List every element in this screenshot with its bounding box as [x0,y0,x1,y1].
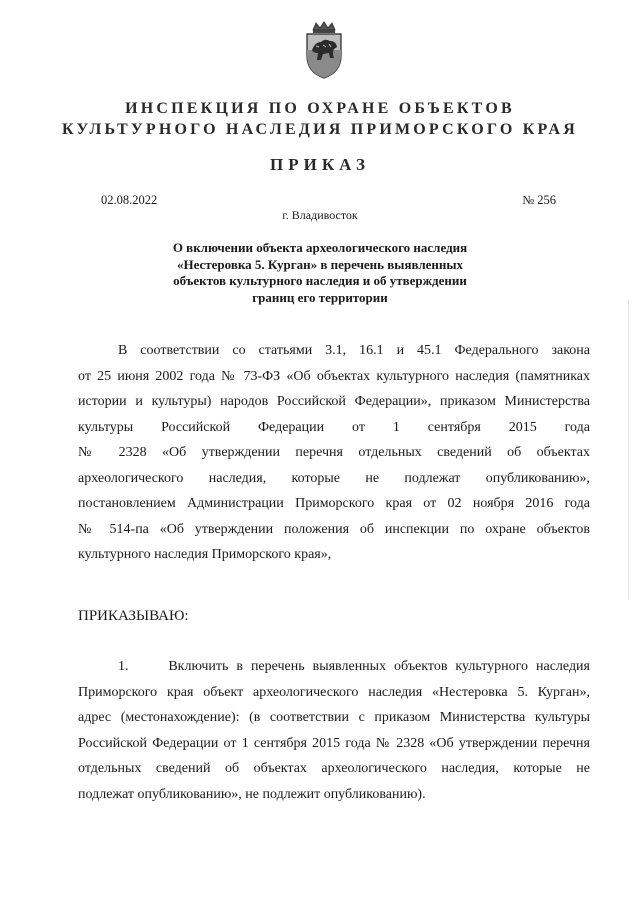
scan-margin-line [628,300,629,600]
preamble-line: постановлением Администрации Приморского края от 02 ноября 2016 года [78,496,590,511]
document-title: ПРИКАЗ [270,155,370,174]
preamble-line: от 25 июня 2002 года № 73-ФЗ «Об объектах культурного наследия (памятниках [78,368,590,384]
item-line: Приморского края объект археологического наследия «Нестеровка 5. Курган», [78,684,590,700]
subject-line: объектов культурного наследия и об утверждении [173,273,467,288]
preamble-line: В соответствии со статьями 3.1, 16.1 и 45.1 Федерального закона [118,343,590,358]
document-city: г. Владивосток [282,208,358,222]
org-name-line2: КУЛЬТУРНОГО НАСЛЕДИЯ ПРИМОРСКОГО КРАЯ [62,121,578,138]
document-date: 02.08.2022 [101,193,158,207]
order-word: ПРИКАЗЫВАЮ: [78,608,189,624]
item-line: подлежат опубликованию», не подлежит опубликованию). [78,786,426,802]
item-line: отдельных сведений об объектах археологического наследия, которые не [78,761,590,776]
order-item-1 [78,654,590,807]
org-name-line1: ИНСПЕКЦИЯ ПО ОХРАНЕ ОБЪЕКТОВ [125,100,515,117]
preamble-line: культурного наследия Приморского края», [78,547,332,562]
preamble-line: археологического наследия, которые не подлежат опубликованию», [78,470,590,486]
item-line: Российской Федерации от 1 сентября 2015 года № 2328 «Об утверждении перечня [78,735,590,751]
primorsky-krai-coat-of-arms-icon [299,20,349,80]
document-number: № 256 [522,193,556,207]
preamble-line: культуры Российской Федерации от 1 сентября 2015 года [78,419,590,435]
document-subject [120,240,520,306]
preamble-line: № 514-па «Об утверждении положения об инспекции по охране объектов [78,521,590,537]
item-line: 1. Включить в перечень выявленных объектов культурного наследия [118,659,590,674]
subject-line: границ его территории [252,289,388,305]
preamble-line: № 2328 «Об утверждении перечня отдельных сведений об объектах [78,445,590,460]
item-line: адрес (местонахождение): (в соответствии с приказом Министерства культуры [78,710,590,725]
preamble-paragraph [78,338,590,568]
preamble-line: истории и культуры) народов Российской Федерации», приказом Министерства [78,394,590,409]
subject-line: О включении объекта археологического наследия [172,240,468,255]
subject-line: «Нестеровка 5. Курган» в перечень выявленных [176,256,464,272]
